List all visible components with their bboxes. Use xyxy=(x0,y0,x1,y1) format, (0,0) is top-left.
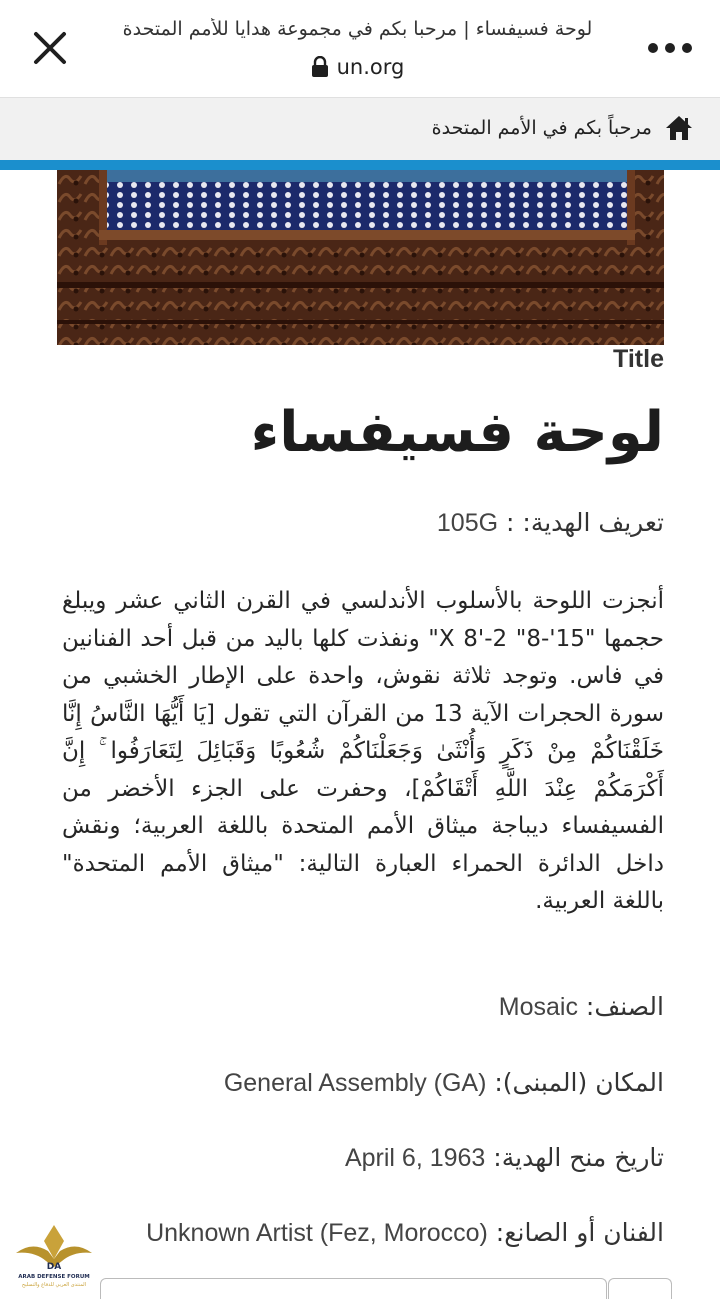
more-icon xyxy=(648,43,658,53)
gift-id-row xyxy=(437,508,664,538)
close-icon xyxy=(28,26,72,70)
accent-divider xyxy=(0,160,720,170)
close-button[interactable] xyxy=(28,26,72,70)
location-value: General Assembly (GA) xyxy=(223,1069,487,1097)
more-icon-dot xyxy=(665,43,675,53)
location-label: المكان (المبنى): xyxy=(494,1068,664,1097)
mosaic-photo xyxy=(57,170,664,345)
home-icon xyxy=(664,114,694,142)
gift-description: أنجزت اللوحة بالأسلوب الأندلسي في القرن الثاني عشر ويبلغ حجمها "15'-8" X 8'-2" ونفذت كلها باليد من قبل أحد الفنانين في فاس. وتوجد ثلاثة نقوش، واحدة على الإطار الخشبي من سورة الحجرات الآية 13 من القرآن التي تقول [يَا أَيُّهَا النَّاسُ إِنَّا خَلَقْنَاكُمْ مِنْ ذَكَرٍ وَأُنْثَىٰ وَجَعَلْنَاكُمْ شُعُوبًا وَقَبَائِلَ لِتَعَارَفُوا ۚ إِنَّ أَكْرَمَكُمْ عِنْدَ اللَّهِ أَتْقَاكُمْ]، وحفرت على الجزء الأخضر من الفسيفساء ديباجة ميثاق الأمم المتحدة باللغة العربية؛ ونقش داخل الدائرة الحمراء العبارة التالية: "ميثاق الأمم المتحدة" باللغة العربية. xyxy=(62,588,664,914)
svg-text:ARAB DEFENSE FORUM: ARAB DEFENSE FORUM xyxy=(18,1274,90,1280)
category-label: الصنف: xyxy=(585,992,664,1021)
category-row xyxy=(499,992,664,1022)
browser-toolbar xyxy=(0,0,720,97)
lock-icon xyxy=(311,56,329,78)
tab-title: لوحة فسيفساء | مرحبا بكم في مجموعة هدايا للأمم المتحدة xyxy=(122,18,593,40)
date-label: تاريخ منح الهدية: xyxy=(493,1143,664,1172)
bottom-content-box xyxy=(100,1278,607,1299)
title-field-label: Title xyxy=(613,345,664,373)
date-value: April 6, 1963 xyxy=(344,1144,486,1172)
artist-row xyxy=(146,1218,664,1248)
svg-text:DA: DA xyxy=(46,1262,62,1272)
artist-label: الفنان أو الصانع: xyxy=(495,1218,664,1247)
more-options-button[interactable] xyxy=(648,36,692,60)
url-text: un.org xyxy=(336,55,405,79)
bottom-button-box[interactable] xyxy=(608,1278,672,1299)
home-label: مرحباً بكم في الأمم المتحدة xyxy=(431,117,652,139)
svg-text:المنتدى العربي للدفاع والتسليح: المنتدى العربي للدفاع والتسليح xyxy=(21,1282,87,1288)
date-row xyxy=(345,1143,664,1173)
more-icon-dot xyxy=(682,43,692,53)
forum-watermark-logo xyxy=(8,1215,100,1289)
breadcrumb xyxy=(0,97,720,161)
gift-id-value: 105G xyxy=(436,509,499,537)
home-link[interactable] xyxy=(432,114,694,142)
page-title: لوحة فسيفساء xyxy=(250,400,664,465)
location-row xyxy=(224,1068,664,1098)
url-bar[interactable] xyxy=(95,55,620,79)
gift-id-label: تعريف الهدية: : xyxy=(506,508,664,537)
artist-value: Unknown Artist (Fez, Morocco) xyxy=(146,1219,488,1247)
category-value: Mosaic xyxy=(498,993,578,1021)
